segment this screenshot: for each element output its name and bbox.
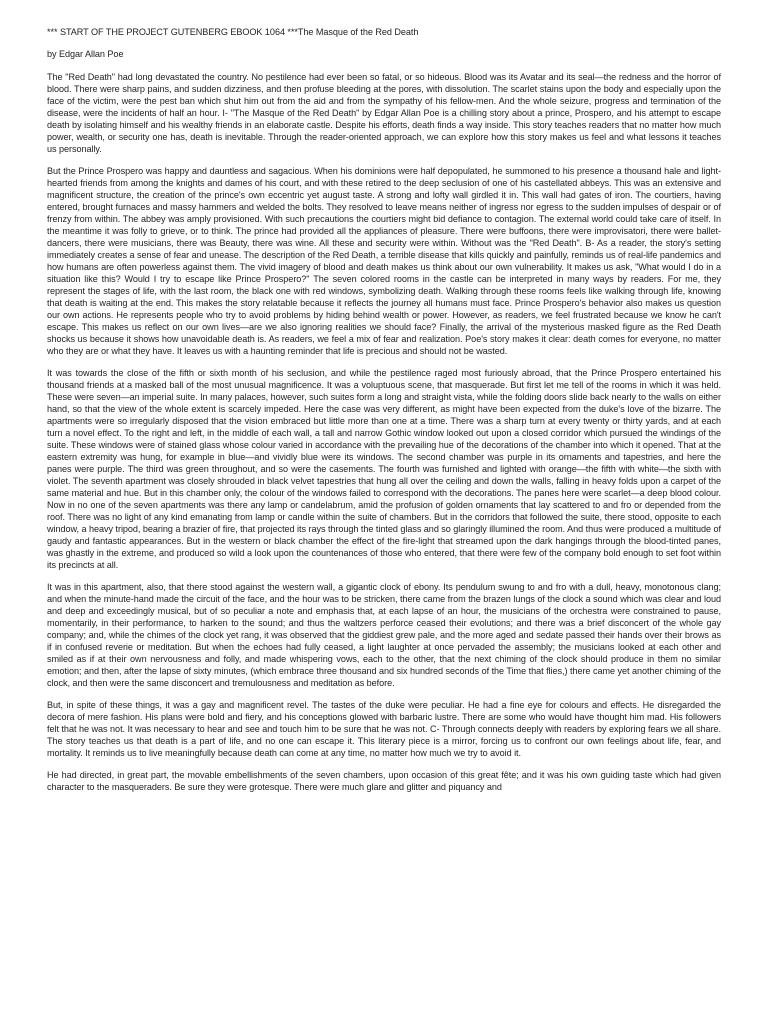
paragraph: It was towards the close of the fifth or sixth month of his seclusion, and while the pestilence raged most furiously abroad, that the Prince Prospero entertained his thousand friends at a masked ball of the most unusual magnificence. It was a voluptuous scene, that masquerade. But first let me tell of the rooms in which it was held. These were seven—an imperial suite. In many palaces, however, such suites form a long and straight vista, while the folding doors slide back nearly to the walls on either hand, so that the view of the whole extent is scarcely impeded. Here the case was very different, as might have been expected from the duke's love of the bizarre. The apartments were so irregularly disposed that the vision embraced but little more than one at a time. There was a sharp turn at every twenty or thirty yards, and at each turn a novel effect. To the right and left, in the middle of each wall, a tall and narrow Gothic window looked out upon a closed corridor which pursued the windings of the suite. These windows were of stained glass whose colour varied in accordance with the prevailing hue of the decorations of the chamber into which it opened. That at the eastern extremity was hung, for example in blue—and vividly blue were its windows. The second chamber was purple in its ornaments and tapestries, and here the panes were purple. The third was green throughout, and so were the casements. The fourth was furnished and lighted with orange—the fifth with white—the sixth with violet. The seventh apartment was closely shrouded in black velvet tapestries that hung all over the ceiling and down the walls, falling in heavy folds upon a carpet of the same material and hue. But in this chamber only, the colour of the windows failed to correspond with the decorations. The panes here were scarlet—a deep blood colour. Now in no one of the seven apartments was there any lamp or candelabrum, amid the profusion of golden ornaments that lay scattered to and fro or depended from the roof. There was no light of any kind emanating from lamp or candle within the suite of chambers. But in the corridors that followed the suite, there stood, opposite to each window, a heavy tripod, bearing a brazier of fire, that projected its rays through the tinted glass and so glaringly illumined the room. And thus were produced a multitude of gaudy and fantastic appearances. But in the western or black chamber the effect of the fire-light that streamed upon the dark hangings through the blood-tinted panes, was ghastly in the extreme, and produced so wild a look upon the countenances of those who entered, that there were few of the company bold enough to set foot within its precincts at all. [47, 368, 721, 570]
paragraph: The "Red Death" had long devastated the country. No pestilence had ever been so fatal, or so hideous. Blood was its Avatar and its seal—the redness and the horror of blood. There were sharp pains, and sudden dizziness, and then profuse bleeding at the pores, with dissolution. The scarlet stains upon the body and especially upon the face of the victim, were the pest ban which shut him out from the aid and from the sympathy of his fellow-men. And the whole seizure, progress and termination of the disease, were the incidents of half an hour. I- "The Masque of the Red Death" by Edgar Allan Poe is a chilling story about a prince, Prospero, and his attempt to escape death by isolating himself and his wealthy friends in an elaborate castle. Despite his efforts, death finds a way inside. This story teaches readers that no matter how much power, wealth, or security one has, death is inevitable. Through the reader-oriented approach, we can explore how this story makes us feel and what lessons it teaches us personally. [47, 72, 721, 154]
paragraph: He had directed, in great part, the movable embellishments of the seven chambers, upon occasion of this great fête; and it was his own guiding taste which had given character to the masqueraders. Be sure they were grotesque. There were much glare and glitter and piquancy and [47, 770, 721, 792]
author-byline: by Edgar Allan Poe [47, 49, 124, 59]
paragraph: But the Prince Prospero was happy and dauntless and sagacious. When his dominions were half depopulated, he summoned to his presence a thousand hale and light-hearted friends from among the knights and dames of his court, and with these retired to the deep seclusion of one of his castellated abbeys. This was an extensive and magnificent structure, the creation of the prince's own eccentric yet august taste. A strong and lofty wall girdled it in. This wall had gates of iron. The courtiers, having entered, brought furnaces and massy hammers and welded the bolts. They resolved to leave means neither of ingress nor egress to the sudden impulses of despair or of frenzy from within. The abbey was amply provisioned. With such precautions the courtiers might bid defiance to contagion. The external world could take care of itself. In the meantime it was folly to grieve, or to think. The prince had provided all the appliances of pleasure. There were buffoons, there were improvisatori, there were ballet-dancers, there were musicians, there was Beauty, there was wine. All these and security were within. Without was the "Red Death". B- As a reader, the story's setting immediately creates a sense of fear and unease. The description of the Red Death, a terrible disease that kills quickly and painfully, reminds us of real-life pandemics and how humans are often powerless against them. The vivid imagery of blood and death makes us think about our own vulnerability. It makes us ask, "What would I do in a situation like this? Would I try to escape like Prince Prospero?" The seven colored rooms in the castle can be interpreted in many ways by readers. For me, they represent the stages of life, with the last room, the black one with red windows, symbolizing death. Walking through these rooms feels like walking through life, knowing that death is waiting at the end. This makes the story relatable because it reflects the journey all humans must face. Prince Prospero's behavior also makes us question our own actions. He represents people who try to avoid problems by hiding behind wealth or power. However, as readers, we feel frustrated because we know he can't escape. This makes us reflect on our own lives—are we also ignoring realities we should face? Finally, the arrival of the mysterious masked figure as the Red Death shocks us because it shows how unavoidable death is. As readers, we feel a mix of fear and realization. Poe's story makes it clear: death comes for everyone, no matter who they are or what they have. It leaves us with a haunting reminder that life is precious and should not be wasted. [47, 166, 721, 356]
ebook-header: *** START OF THE PROJECT GUTENBERG EBOOK 1064 ***The Masque of the Red Death [47, 27, 419, 37]
paragraph: But, in spite of these things, it was a gay and magnificent revel. The tastes of the duke were peculiar. He had a fine eye for colours and effects. He disregarded the decora of mere fashion. His plans were bold and fiery, and his conceptions glowed with barbaric lustre. There are some who would have thought him mad. His followers felt that he was not. It was necessary to hear and see and touch him to be sure that he was not. C- Through connects deeply with readers by exploring fears we all share. The story teaches us that death is a part of life, and no one can escape it. This literary piece is a mirror, forcing us to confront our own feelings about life, fear, and mortality. It reminds us to live meaningfully because death can come at any time, no matter how much we try to avoid it. [47, 700, 721, 758]
paragraph: It was in this apartment, also, that there stood against the western wall, a gigantic clock of ebony. Its pendulum swung to and fro with a dull, heavy, monotonous clang; and when the minute-hand made the circuit of the face, and the hour was to be stricken, there came from the brazen lungs of the clock a sound which was clear and loud and deep and exceedingly musical, but of so peculiar a note and emphasis that, at each lapse of an hour, the musicians of the orchestra were constrained to pause, momentarily, in their performance, to harken to the sound; and thus the waltzers perforce ceased their evolutions; and there was a brief disconcert of the whole gay company; and, while the chimes of the clock yet rang, it was observed that the giddiest grew pale, and the more aged and sedate passed their hands over their brows as if in confused reverie or meditation. But when the echoes had fully ceased, a light laughter at once pervaded the assembly; the musicians looked at each other and smiled as if at their own nervousness and folly, and made whispering vows, each to the other, that the next chiming of the clock should produce in them no similar emotion; and then, after the lapse of sixty minutes, (which embrace three thousand and six hundred seconds of the Time that flies,) there came yet another chiming of the clock, and then were the same disconcert and tremulousness and meditation as before. [47, 582, 721, 688]
